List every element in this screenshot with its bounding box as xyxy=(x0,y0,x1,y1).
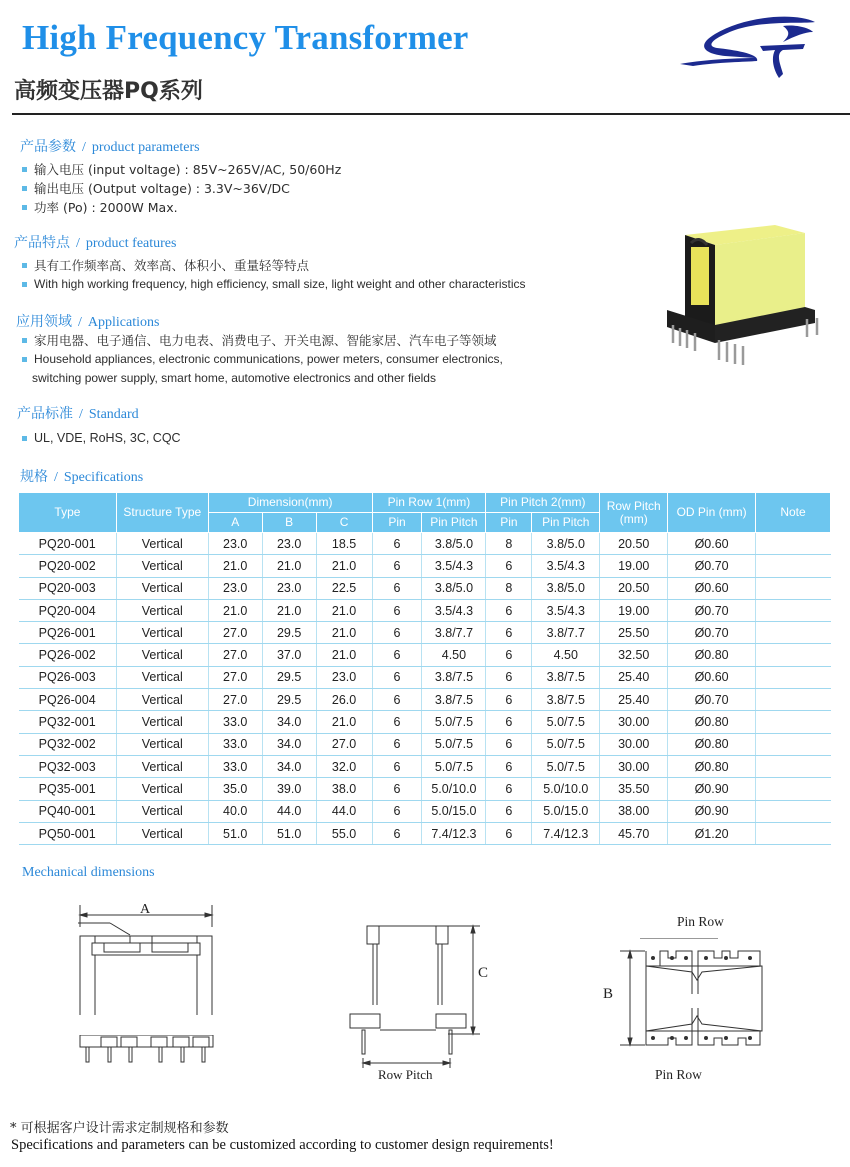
table-cell: 21.0 xyxy=(316,644,372,666)
table-cell: 21.0 xyxy=(262,555,316,577)
table-cell: 32.50 xyxy=(600,644,668,666)
table-cell: PQ20-003 xyxy=(19,577,117,599)
table-cell: 6 xyxy=(486,755,532,777)
st-logo-icon xyxy=(665,14,815,80)
table-cell xyxy=(756,689,831,711)
table-cell: 19.00 xyxy=(600,555,668,577)
table-cell: 27.0 xyxy=(208,644,262,666)
section-heading-parameters xyxy=(20,136,200,156)
table-cell: Vertical xyxy=(116,533,208,555)
table-cell xyxy=(756,755,831,777)
table-cell: 6 xyxy=(372,533,422,555)
section-heading-en: Specifications xyxy=(63,470,144,485)
page-title: High Frequency Transformer xyxy=(22,18,469,57)
table-cell: 35.0 xyxy=(208,778,262,800)
section-heading-specifications xyxy=(20,466,143,486)
table-row xyxy=(19,577,831,599)
dimension-label-row-pitch: Row Pitch xyxy=(378,1067,433,1082)
application-item-en: Household appliances, electronic communications, power meters, consumer electronics, xyxy=(20,350,503,369)
table-cell: 45.70 xyxy=(600,822,668,844)
table-cell: 21.0 xyxy=(316,711,372,733)
table-cell: 29.5 xyxy=(262,666,316,688)
customization-note-en: Specifications and parameters can be customized according to customer design requirements! xyxy=(11,1137,554,1153)
table-cell: 6 xyxy=(372,711,422,733)
table-cell: 6 xyxy=(372,733,422,755)
section-heading-en: product parameters xyxy=(91,140,200,155)
table-cell: 3.5/4.3 xyxy=(532,599,600,621)
table-cell: 3.8/5.0 xyxy=(422,577,486,599)
table-cell: Ø0.60 xyxy=(668,666,756,688)
table-cell: 4.50 xyxy=(422,644,486,666)
table-cell: 23.0 xyxy=(316,666,372,688)
application-item-cn: 家用电器、电子通信、电力电表、消费电子、开关电源、智能家居、汽车电子等领域 xyxy=(20,331,497,350)
table-cell: PQ50-001 xyxy=(19,822,117,844)
col-header-od-pin: OD Pin (mm) xyxy=(668,493,756,533)
section-heading-cn: 产品特点 xyxy=(14,236,70,251)
table-cell: 44.0 xyxy=(316,800,372,822)
table-cell xyxy=(756,533,831,555)
table-cell: Vertical xyxy=(116,577,208,599)
table-cell: 30.00 xyxy=(600,711,668,733)
table-cell: 6 xyxy=(486,622,532,644)
col-header-pin-row-1: Pin Row 1(mm) xyxy=(372,493,486,513)
table-cell: 33.0 xyxy=(208,711,262,733)
table-cell: Ø1.20 xyxy=(668,822,756,844)
table-cell: 7.4/12.3 xyxy=(422,822,486,844)
table-row xyxy=(19,822,831,844)
table-cell: 32.0 xyxy=(316,755,372,777)
table-cell: Ø0.90 xyxy=(668,800,756,822)
table-cell: 5.0/7.5 xyxy=(532,733,600,755)
separator: / xyxy=(78,315,82,330)
table-cell: 6 xyxy=(372,689,422,711)
table-cell: Ø0.70 xyxy=(668,689,756,711)
table-cell: 34.0 xyxy=(262,711,316,733)
table-cell: 6 xyxy=(486,733,532,755)
table-cell: 6 xyxy=(372,555,422,577)
col-header-c: C xyxy=(316,513,372,533)
col-header-dimension: Dimension(mm) xyxy=(208,493,372,513)
table-cell: 27.0 xyxy=(316,733,372,755)
standard-item: UL, VDE, RoHS, 3C, CQC xyxy=(20,429,181,448)
table-cell: 6 xyxy=(486,689,532,711)
table-cell: Vertical xyxy=(116,689,208,711)
dimension-label-c: C xyxy=(478,965,489,981)
table-cell xyxy=(756,599,831,621)
table-cell: PQ26-004 xyxy=(19,689,117,711)
section-heading-en: Applications xyxy=(87,315,160,330)
table-row xyxy=(19,666,831,688)
table-cell: 5.0/10.0 xyxy=(422,778,486,800)
table-row xyxy=(19,689,831,711)
param-input-voltage: 输入电压 (input voltage) : 85V~265V/AC, 50/60Hz xyxy=(20,160,341,179)
table-cell: 6 xyxy=(486,822,532,844)
col-header-pin-pitch-2: Pin Pitch 2(mm) xyxy=(486,493,600,513)
side-view-diagram xyxy=(340,920,500,1060)
col-header-structure-type: Structure Type xyxy=(116,493,208,533)
table-cell: Vertical xyxy=(116,666,208,688)
front-view-diagram xyxy=(70,905,220,1015)
table-cell xyxy=(756,711,831,733)
table-cell: Ø0.80 xyxy=(668,755,756,777)
separator: / xyxy=(54,470,58,485)
table-cell: 5.0/7.5 xyxy=(422,733,486,755)
section-heading-cn: 产品标准 xyxy=(17,407,73,422)
table-cell: 5.0/7.5 xyxy=(422,711,486,733)
table-cell: 19.00 xyxy=(600,599,668,621)
table-cell: 25.50 xyxy=(600,622,668,644)
bottom-view-diagram xyxy=(610,938,780,1048)
table-cell: PQ20-002 xyxy=(19,555,117,577)
customization-note-cn: * 可根据客户设计需求定制规格和参数 xyxy=(10,1121,229,1136)
table-cell: Ø0.80 xyxy=(668,711,756,733)
param-power: 功率 (Po) : 2000W Max. xyxy=(20,198,178,217)
table-cell: 40.0 xyxy=(208,800,262,822)
table-cell: 5.0/15.0 xyxy=(422,800,486,822)
table-cell: 6 xyxy=(372,577,422,599)
table-cell: Ø0.80 xyxy=(668,644,756,666)
table-cell: 6 xyxy=(372,778,422,800)
table-cell: 4.50 xyxy=(532,644,600,666)
table-cell: 44.0 xyxy=(262,800,316,822)
table-cell: 51.0 xyxy=(208,822,262,844)
table-cell: 8 xyxy=(486,533,532,555)
table-cell: 6 xyxy=(486,711,532,733)
col-header-a: A xyxy=(208,513,262,533)
param-output-voltage: 输出电压 (Output voltage) : 3.3V~36V/DC xyxy=(20,179,290,198)
table-cell: 27.0 xyxy=(208,689,262,711)
table-cell: 30.00 xyxy=(600,755,668,777)
table-row xyxy=(19,778,831,800)
table-cell: PQ20-004 xyxy=(19,599,117,621)
table-cell xyxy=(756,800,831,822)
table-cell: 25.40 xyxy=(600,666,668,688)
table-cell: 55.0 xyxy=(316,822,372,844)
table-cell: 3.5/4.3 xyxy=(422,555,486,577)
table-cell: 3.8/5.0 xyxy=(532,577,600,599)
page-subtitle: 高频变压器PQ系列 xyxy=(14,79,203,104)
table-row xyxy=(19,711,831,733)
dimension-label-a: A xyxy=(140,902,151,917)
section-heading-en: Standard xyxy=(88,407,139,422)
table-cell: 6 xyxy=(372,622,422,644)
table-cell: 38.00 xyxy=(600,800,668,822)
col-header-type: Type xyxy=(19,493,117,533)
table-cell: 26.0 xyxy=(316,689,372,711)
col-header-pin-pitch: Pin Pitch xyxy=(422,513,486,533)
table-cell: 5.0/7.5 xyxy=(532,755,600,777)
table-cell: 51.0 xyxy=(262,822,316,844)
table-cell: 6 xyxy=(372,666,422,688)
table-row xyxy=(19,622,831,644)
table-cell: PQ26-001 xyxy=(19,622,117,644)
table-cell: 5.0/15.0 xyxy=(532,800,600,822)
table-cell: 21.0 xyxy=(316,622,372,644)
application-item-en-cont: switching power supply, smart home, automotive electronics and other fields xyxy=(32,371,436,385)
table-cell: 6 xyxy=(372,800,422,822)
table-cell: 6 xyxy=(486,666,532,688)
table-cell: 39.0 xyxy=(262,778,316,800)
table-cell: 6 xyxy=(372,822,422,844)
dimension-label-b: B xyxy=(603,986,614,1002)
table-cell: 29.5 xyxy=(262,622,316,644)
table-cell: 6 xyxy=(372,644,422,666)
table-cell: 23.0 xyxy=(208,533,262,555)
table-cell: Ø0.60 xyxy=(668,577,756,599)
table-cell xyxy=(756,577,831,599)
table-row xyxy=(19,599,831,621)
table-cell: 21.0 xyxy=(208,555,262,577)
table-cell: 6 xyxy=(486,800,532,822)
table-cell: PQ32-003 xyxy=(19,755,117,777)
table-row xyxy=(19,800,831,822)
table-cell: 20.50 xyxy=(600,533,668,555)
pin-row-label-top: Pin Row xyxy=(677,914,724,929)
table-cell: PQ40-001 xyxy=(19,800,117,822)
table-cell: 8 xyxy=(486,577,532,599)
table-cell: PQ32-002 xyxy=(19,733,117,755)
col-header-pin-pitch-2nd: Pin Pitch xyxy=(532,513,600,533)
table-cell xyxy=(756,622,831,644)
table-cell: PQ35-001 xyxy=(19,778,117,800)
col-header-note: Note xyxy=(756,493,831,533)
table-cell: 27.0 xyxy=(208,666,262,688)
table-cell xyxy=(756,644,831,666)
table-cell: 35.50 xyxy=(600,778,668,800)
table-cell xyxy=(756,666,831,688)
table-row xyxy=(19,755,831,777)
front-view-pins xyxy=(75,1035,220,1080)
table-row xyxy=(19,533,831,555)
table-cell: 3.8/7.5 xyxy=(532,689,600,711)
table-cell xyxy=(756,822,831,844)
table-cell: Vertical xyxy=(116,622,208,644)
table-row xyxy=(19,644,831,666)
table-cell: 5.0/10.0 xyxy=(532,778,600,800)
table-cell: 3.5/4.3 xyxy=(532,555,600,577)
table-cell: Vertical xyxy=(116,599,208,621)
table-cell: 7.4/12.3 xyxy=(532,822,600,844)
table-cell xyxy=(756,778,831,800)
table-cell: Vertical xyxy=(116,733,208,755)
table-cell: 38.0 xyxy=(316,778,372,800)
table-cell: Vertical xyxy=(116,800,208,822)
table-cell: 21.0 xyxy=(208,599,262,621)
section-heading-en: product features xyxy=(85,236,177,251)
table-cell: 22.5 xyxy=(316,577,372,599)
table-cell: Vertical xyxy=(116,755,208,777)
table-cell: 21.0 xyxy=(316,555,372,577)
section-heading-cn: 产品参数 xyxy=(20,140,76,155)
table-cell: 37.0 xyxy=(262,644,316,666)
transformer-product-image xyxy=(655,215,830,365)
table-cell: 3.8/7.7 xyxy=(532,622,600,644)
table-cell: 23.0 xyxy=(262,577,316,599)
table-cell: 30.00 xyxy=(600,733,668,755)
table-cell: 3.8/7.5 xyxy=(532,666,600,688)
table-cell: 20.50 xyxy=(600,577,668,599)
col-header-pin: Pin xyxy=(372,513,422,533)
table-cell: 6 xyxy=(372,599,422,621)
table-cell: Vertical xyxy=(116,822,208,844)
table-cell: 34.0 xyxy=(262,733,316,755)
table-row xyxy=(19,733,831,755)
section-heading-applications xyxy=(16,311,159,331)
table-cell: 3.8/7.5 xyxy=(422,666,486,688)
feature-item-en: With high working frequency, high efficiency, small size, light weight and other characteristics xyxy=(20,275,526,294)
table-cell: PQ32-001 xyxy=(19,711,117,733)
table-cell: Ø0.80 xyxy=(668,733,756,755)
table-cell: Ø0.70 xyxy=(668,622,756,644)
section-heading-mechanical: Mechanical dimensions xyxy=(22,865,155,880)
table-cell xyxy=(756,733,831,755)
table-cell: 3.8/5.0 xyxy=(532,533,600,555)
table-cell: 33.0 xyxy=(208,733,262,755)
table-cell xyxy=(756,555,831,577)
table-cell: 18.5 xyxy=(316,533,372,555)
table-cell: 6 xyxy=(372,755,422,777)
table-cell: 3.5/4.3 xyxy=(422,599,486,621)
table-cell: 23.0 xyxy=(208,577,262,599)
table-cell: Vertical xyxy=(116,555,208,577)
feature-item-cn: 具有工作频率高、效率高、体积小、重量轻等特点 xyxy=(20,256,309,275)
col-header-b: B xyxy=(262,513,316,533)
col-header-row-pitch: Row Pitch (mm) xyxy=(600,493,668,533)
table-cell: PQ26-002 xyxy=(19,644,117,666)
table-cell: 5.0/7.5 xyxy=(532,711,600,733)
section-heading-cn: 规格 xyxy=(20,470,48,485)
col-header-pin-2: Pin xyxy=(486,513,532,533)
table-cell: 5.0/7.5 xyxy=(422,755,486,777)
table-cell: 23.0 xyxy=(262,533,316,555)
separator: / xyxy=(79,407,83,422)
separator: / xyxy=(76,236,80,251)
table-cell: 21.0 xyxy=(316,599,372,621)
table-cell: Ø0.70 xyxy=(668,599,756,621)
specifications-table xyxy=(18,492,831,845)
header-divider xyxy=(12,113,850,115)
table-cell: Vertical xyxy=(116,778,208,800)
table-cell: Vertical xyxy=(116,711,208,733)
section-heading-cn: 应用领域 xyxy=(16,315,72,330)
section-heading-standard xyxy=(17,403,139,423)
table-cell: 6 xyxy=(486,644,532,666)
table-cell: 6 xyxy=(486,599,532,621)
table-cell: Ø0.90 xyxy=(668,778,756,800)
table-cell: 21.0 xyxy=(262,599,316,621)
table-cell: 33.0 xyxy=(208,755,262,777)
table-cell: PQ20-001 xyxy=(19,533,117,555)
table-cell: Ø0.70 xyxy=(668,555,756,577)
table-cell: 34.0 xyxy=(262,755,316,777)
table-cell: PQ26-003 xyxy=(19,666,117,688)
table-cell: 3.8/5.0 xyxy=(422,533,486,555)
table-cell: Vertical xyxy=(116,644,208,666)
table-cell: 6 xyxy=(486,555,532,577)
separator: / xyxy=(82,140,86,155)
table-row xyxy=(19,555,831,577)
table-cell: 25.40 xyxy=(600,689,668,711)
table-cell: 3.8/7.7 xyxy=(422,622,486,644)
pin-row-label-bottom: Pin Row xyxy=(655,1067,702,1082)
table-cell: 29.5 xyxy=(262,689,316,711)
table-cell: 3.8/7.5 xyxy=(422,689,486,711)
table-cell: Ø0.60 xyxy=(668,533,756,555)
table-cell: 27.0 xyxy=(208,622,262,644)
section-heading-features xyxy=(14,232,176,252)
table-cell: 6 xyxy=(486,778,532,800)
